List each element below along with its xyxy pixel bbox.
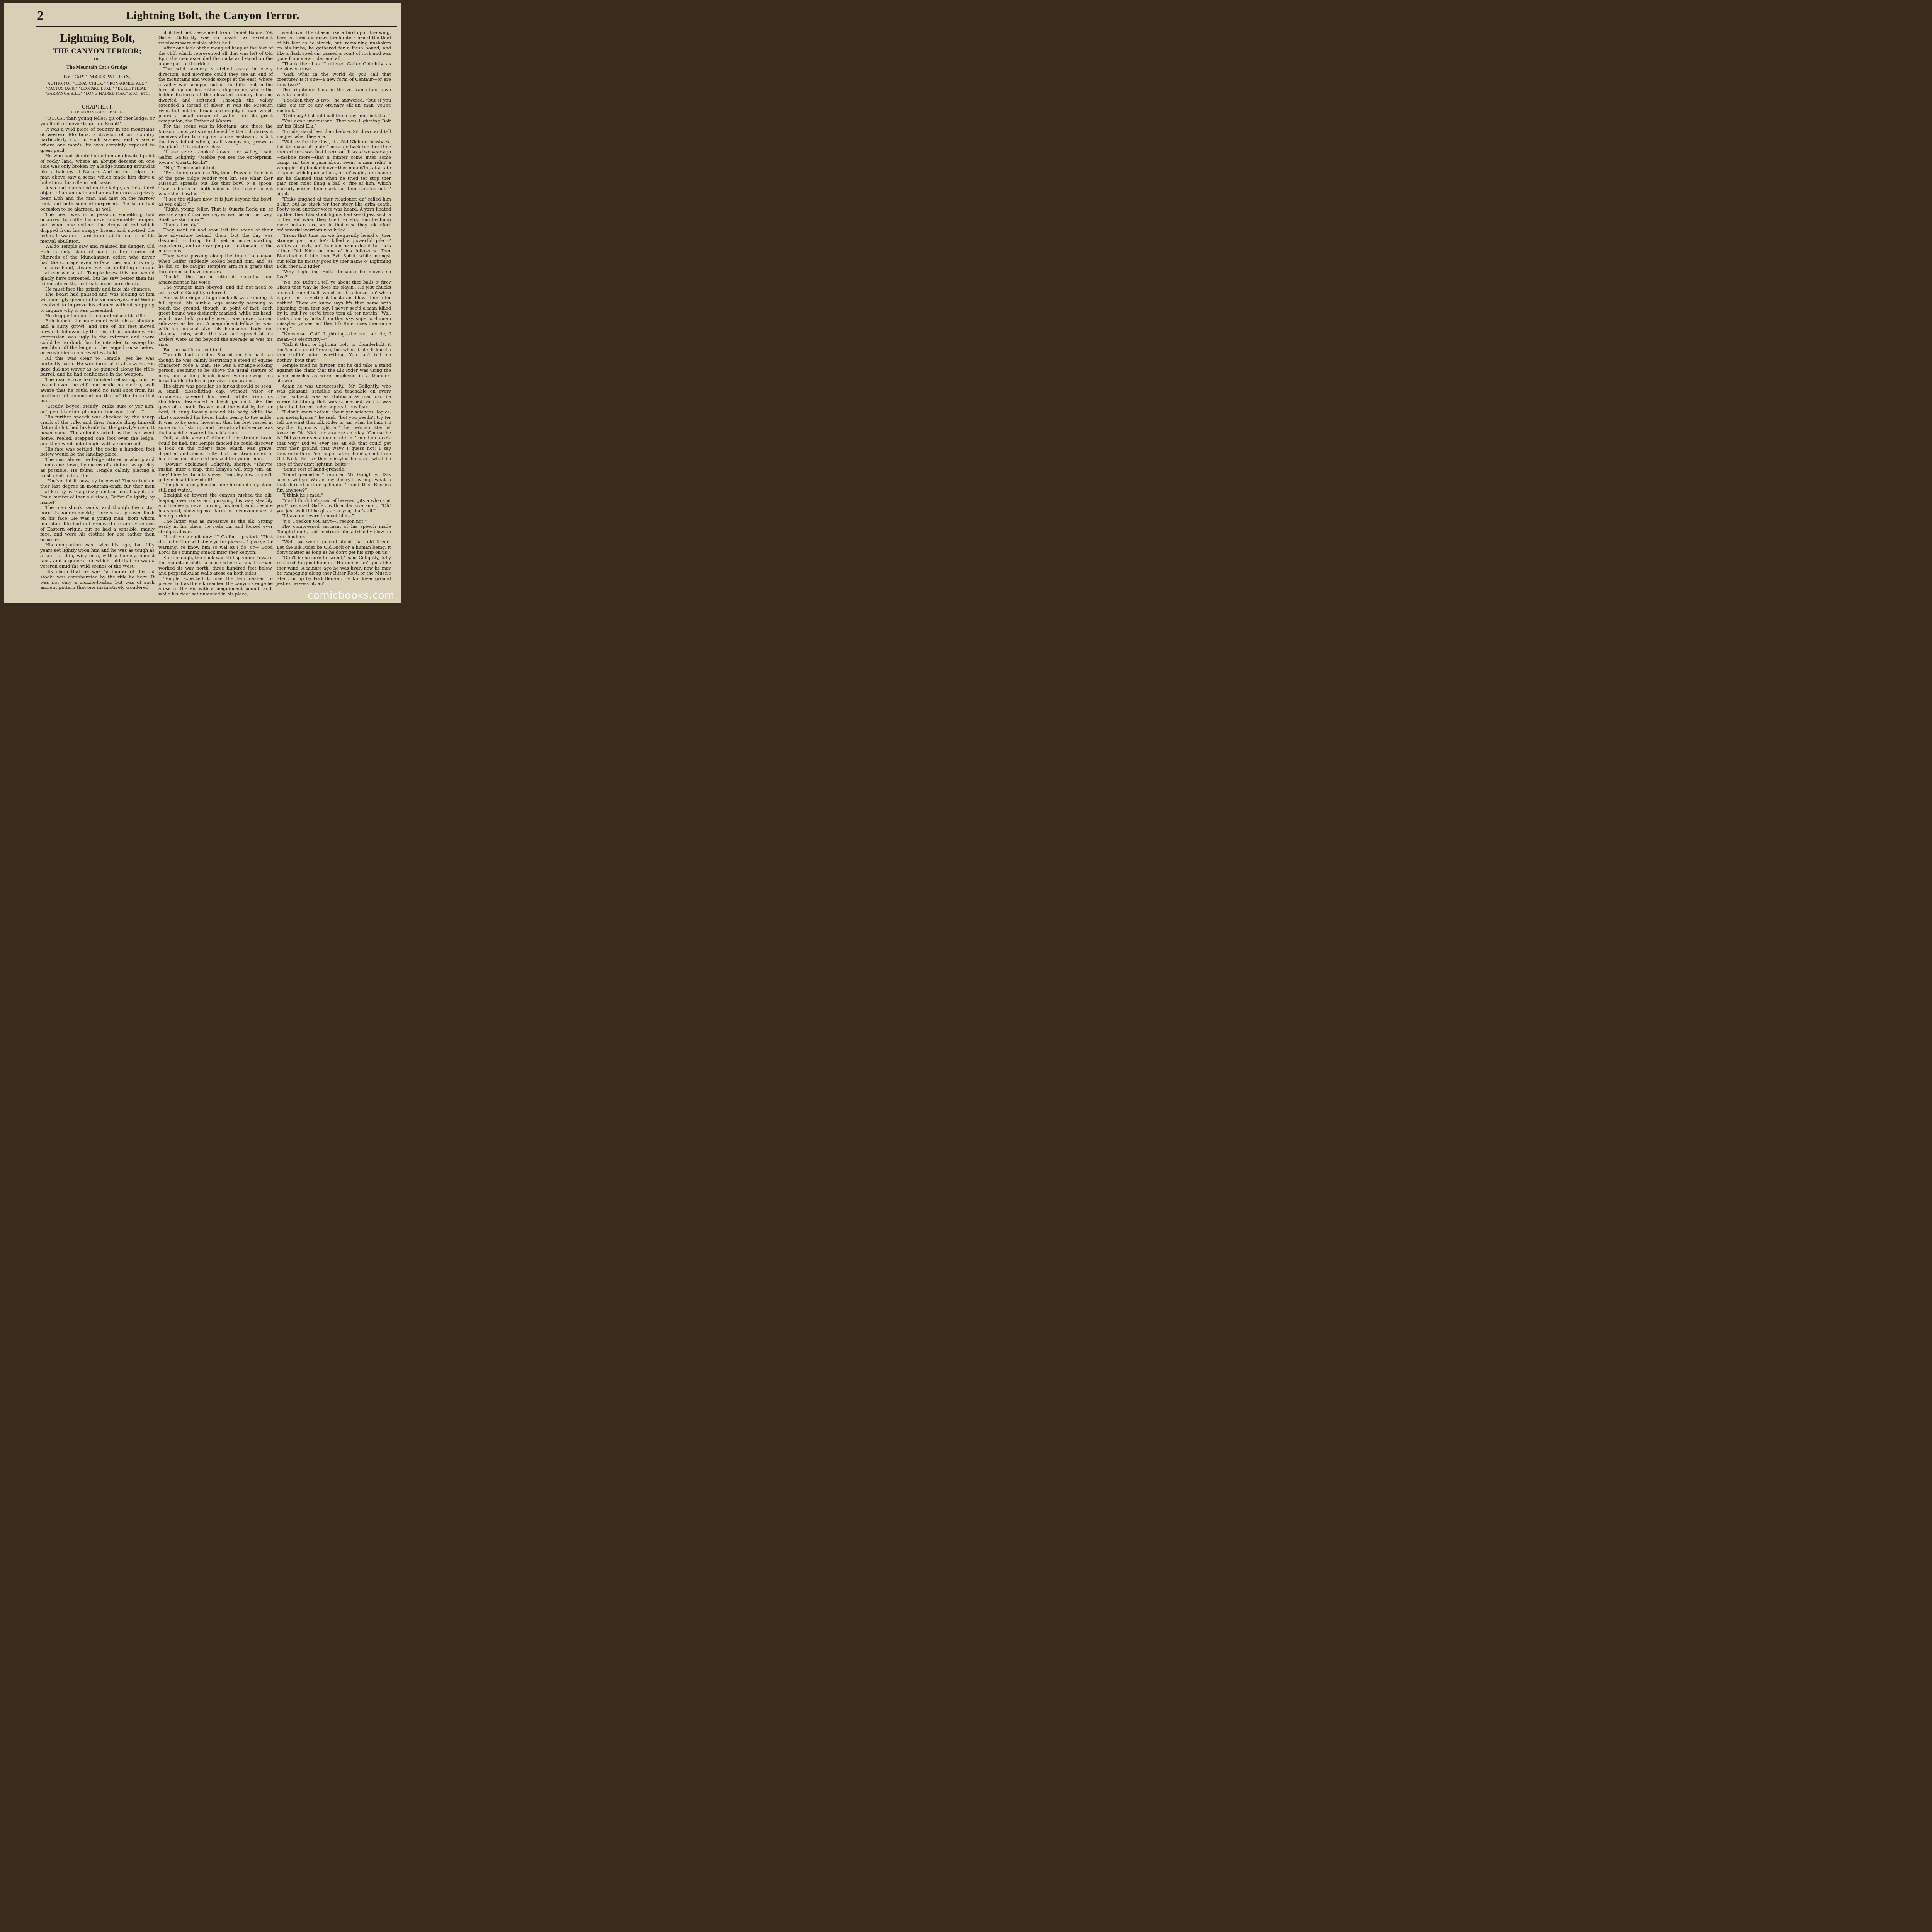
paragraph: “Well, we won't quarrel about that, old friend. Let the Elk Rider be Old Nick or a human being, it don't matter as long as he don't get his grip on us.” <box>277 539 391 555</box>
paragraph: “You've did it now, by beeswax! You've tooken ther last degree in mountain-craft, fur ther man that kin lay over a grizzly ain't no fool. I say it, an' I'm a hunter o' ther old stock, Gaffer Golightly, by name!” <box>40 478 155 505</box>
chapter-heading: CHAPTER I. <box>82 104 113 110</box>
paragraph: “Thank ther Lord!” uttered Gaffer Golightly, as he slowly arose. <box>277 61 391 72</box>
paragraph: “Wal, ez fur ther last, it's Old Nick on hossback, but ter make all plain I must go back ter ther time ther critters was fust heerd on. It was two year ago—mebbe more—that a hunter come inter some camp, an' tole a yarn about seein' a man ridin' a whoppin' big buck elk over ther mount'in', at a rate o' speed which puts a hoss, or an' eagle, ter shame; an' he claimed that when he tried ter stop ther pair, ther rider flung a ball o' fire at him, which narrerly missed ther mark, an' then scooted out o' sight. <box>277 139 391 197</box>
paragraph: “Nonsense, Gaff. Lightning—the real article, I mean—is electricity—” <box>277 332 391 342</box>
paragraph: “Ordinary? I should call them anything but that.” <box>282 113 391 119</box>
paragraph: “No,” Temple admitted. <box>163 165 216 170</box>
paragraph: The younger man obeyed, and did not need to ask to what Golightly referred. <box>158 285 273 295</box>
paragraph: “You don't understand. That was Lightning Bolt an' his Giant Elk.” <box>277 118 391 129</box>
paragraph: “No, I reckon you ain't—I reckon not!” <box>282 519 367 524</box>
paragraph: The frightened look on the veteran's face gave way to a smile. <box>277 87 391 98</box>
paragraph: “I tell ye ter git down!” Gaffer repeated. “That durned critter will stove ye ter pieces—I give ye far warning. Ye know him so wal ez I do, or— Good Lord! he's running smack inter ther kenyon.” <box>158 534 273 555</box>
paragraph: The men shook hands, and though the victor bore his honors meekly, there was a pleased flush on his face. He was a young man, from whom mountain life had not removed certain evidences of Eastern origin, but he had a sensible, manly face, and wore his clothes for use rather than ornament. <box>40 505 155 543</box>
paragraph: “From that time on we frequently heerd o' ther strange pair, an' he's killed a powerful pile o' whites an' reds, an' thar kin be no doubt but he's either Old Nick or one o' his followers. Ther Blackfeet call him ther Evil Spirit, while 'mongst our folks he mostly goes by ther name o' Lightning Bolt, ther Elk Rider.” <box>277 233 391 269</box>
paragraph: went over the chasm like a bird upon the wing. Even at their distance, the hunters heard the thud of his feet as he struck; but, remaining unshaken on his limbs, he gathered for a fresh bound, and like a flash sped on; passed a point of rock and was gone from view, rider and all. <box>277 30 391 61</box>
paragraph: Again he was unsuccessful. Mr. Golightly, who was pleasant, sensible and teachable on every other subject, was as stubborn as man can be where Lightning Bolt was concerned, and it was plain he labored under superstitious fear. <box>277 383 391 410</box>
paragraph: It was a wild piece of country in the mountains of western Montana, a division of our country particularly rich in such scenes; and a scene where one man's life was certainly exposed to great peril. <box>40 126 155 153</box>
paragraph: He dropped on one knee and raised his rifle. <box>45 313 147 318</box>
paragraph: “I don't know nothin' about yer sciences, logics, nor metaphysics,” he said, “but you needn't try ter tell me what ther Elk Rider is, an' what he hain't. I say ther Injuns is right, an' that he's a critter let loose by Old Nick ter scourge an' slay. 'Course he is! Did ye ever see a man canterin' 'round on an elk that way? Did ye ever see an elk that could get over ther ground that way? I guess not! I say they're both on 'em supernat'ral bein's, sent from Old Nick. Ez fur ther missyles he uses, what be they ef they ain't lightnin' bolts?” <box>277 410 391 467</box>
paragraph: Eph beheld the movement with dissatisfaction and a surly growl, and one of his feet moved forward, followed by the rest of his anatomy. His expression was ugly in the extreme and there could be no doubt but he intended to sweep his neighbor off the ledge to the ragged rocks below, or crush him in his resistless hold. <box>40 318 155 356</box>
paragraph: “Hand grenadier!” retorted Mr. Golightly. ‘Talk sense, will ye! Wal, ef my theory is wrong, what is that durned critter gallopin' 'round ther Rockies fur, anyhow?” <box>277 472 391 493</box>
column-1 <box>40 30 155 590</box>
paragraph: “Some sort of hand-grenade.” <box>282 467 348 472</box>
story-or: OR, <box>94 58 101 61</box>
paragraph: “I am all ready.” <box>163 222 199 228</box>
paragraph: Only a side view of either of the strange twain could be had, but Temple fancied he could discover a look on the rider's face which was grave, dignified and almost lofty; but the strangeness of his dress and his steed amazed the young man. <box>158 435 273 462</box>
running-title: Lightning Bolt, the Canyon Terror. <box>126 9 299 22</box>
paragraph: Straight on toward the canyon rushed the elk, leaping over rocks and pursuing his way steadily and tirelessly, never turning his head; and, despite his speed, showing no alarm or inconvenience at having a rider. <box>158 493 273 519</box>
header-rule <box>36 26 397 27</box>
story-subtitle: THE CANYON TERROR; <box>53 47 142 55</box>
paragraph: “Call it that, or lightnin' bolt, or thunderbolt, it don't make no diff'rence; but when it hits it knocks ther stuffin' outer ev'rything. You can't tell me nothin' 'bout that!” <box>277 342 391 363</box>
column-2 <box>158 30 273 597</box>
chapter-title: THE MOUNTAIN DEMON. <box>70 110 124 115</box>
paragraph: His companion was twice his age, but fifty years set lightly upon him and he was as tough as a knot; a thin, wiry man, with a homely, honest face, and a general air which told that he was a veteran amid the wild scenes of the West. <box>40 542 155 569</box>
paragraph: “Right, young feller. That is Quartz Rock, an' ef we are a-goin' thar we may ez well be on ther way. Shall we start now?” <box>158 207 273 223</box>
paragraph: He who had shouted stood on an elevated point of rocky land, where an abrupt descent on one side was only broken by a ledge running around it like a balcony of Nature. And on the ledge the man above saw a scene which made him drive a bullet into his rifle in hot haste. <box>40 153 155 185</box>
paragraph: “Why Lightning Bolt?—because he moves so fast?” <box>277 269 391 280</box>
paragraph: His fate was settled; the rocks a hundred feet below would be the landing-place. <box>40 446 155 457</box>
paragraph: “You'll think he's mad ef he ever gits a whack at you!” retorted Gaffer, with a derisive snort. “Oh! you jest wait till he gits arter you; that's all!” <box>277 498 391 514</box>
paragraph: He must face the grizzly and take his chances. <box>45 286 151 292</box>
paragraph: They were passing along the top of a canyon when Gaffer suddenly looked behind him, and, as he did so, he caught Temple's arm in a grasp that threatened to leave its mark. <box>158 253 273 274</box>
author-credits: AUTHOR OF “TEXAS CHICK,” “IRON-ARMED ABE,” “CACTUS JACK,” “LEOPARD LUKE,” “BULLET HEAD,” “BARRANCA BILL,” “LONG-HAIRED MAX,” ETC., ETC. <box>45 81 150 96</box>
paragraph: “Steady, boyee, steady! Make sure o' yer aim, an' give it ter him plump in ther eye. Don't—” <box>40 403 155 415</box>
paragraph: Waldo Temple saw and realized his danger. Old Eph is only slain off-hand in the stories of Nimrods of the Munchausen order, who never had the courage even to face one, and it is only the sure hand, steady eye and unfailing courage that can win at all. Temple knew this and would gladly have retreated, but he saw better than his friend above that retreat meant sure death. <box>40 243 155 286</box>
paragraph: “I think he's mad.” <box>282 493 323 498</box>
paragraph: Temple tried no further, but he did take a stand against the claim that the Elk Rider was using the same missiles as were employed in a thunder-shower. <box>277 363 391 384</box>
watermark: comicbooks.com <box>308 590 395 601</box>
paragraph: “I have no desire to meet him—” <box>282 514 354 519</box>
paragraph: The elk had a rider. Seated on his back as though he was calmly bestriding a steed of equine character, rode a man. He was a strange-looking person, seeming to be above the usual stature of men, and a long black beard which swept his breast added to his impressive appearance. <box>158 352 273 384</box>
paragraph: Across the ridge a huge buck elk was running at full speed, his nimble legs scarcely seeming to touch the ground, though, in point of fact, each great bound was distinctly marked; while his head, which was held proudly erect, was never turned sideways as he ran. A magnificent fellow he was, with his unusual size, his handsome body and shapely limbs, while the size and spread of his antlers were as far beyond the average as was his size. <box>158 295 273 347</box>
paragraph: Temple scarcely heeded him; he could only stand still and watch. <box>158 482 273 493</box>
byline: BY CAPT. MARK WILTON, <box>63 73 131 80</box>
paragraph: “Down!” exclaimed Golightly, sharply. “They're rushin' inter a trap; ther kenyon will stop 'em, an' they'll hev ter turn this way. Then, lay low, or you'll get yer head blowed off!” <box>158 461 273 482</box>
column-3 <box>277 30 391 586</box>
paragraph: After one look at the mangled heap at the foot of the cliff, which represented all that was left of Old Eph, the men ascended the rocks and stood on the upper part of the ridge. <box>158 46 273 66</box>
paragraph: His attire was peculiar, so far as it could be seen. A small, close-fitting cap, without visor or ornament, covered his head, while from his shoulders descended a black garment like the gown of a monk. Drawn in at the waist by belt or cord, it hung loosely around his body, while the skirt concealed his lower limbs nearly to the ankle. It was to be seen, however, that his feet rested in some sort of stirrup, and the natural inference was that a saddle covered the elk's back. <box>158 383 273 435</box>
paragraph: A second man stood on the ledge, as did a third object of an animate and animal nature—a grizzly bear. Eph and the man had met on the narrow rock and both seemed surprised. The latter had occasion to be alarmed, as well. <box>40 185 155 212</box>
paragraph: “I see ye're a-lookin' down ther valley,” said Gaffer Golightly. “Mebbe you see the enterprisin' town o' Quartz Rock?” <box>158 150 273 165</box>
paragraph: For the scene was in Montana, and there the Missouri, not yet strengthened by the tributaries it receives after turning its course eastward, is but the lusty infant which, as it sweeps on, grows to the giant of its maturer days. <box>158 124 273 150</box>
paragraph: But the half is not yet told. <box>163 347 223 352</box>
paragraph: “Eye ther stream clos'tly, then. Down at ther foot of the pine ridge yender you kin see whar ther Missouri spreads out like ther bowl o' a spoon. Thar is bluffs on both sides o' ther river except whar ther bowl is—” <box>158 170 273 197</box>
paragraph: “I see the village now; it is just beyond the bowl, as you call it.” <box>158 196 273 207</box>
paragraph: “Look!” the hunter uttered, surprise and amazement in his voice. <box>158 274 273 285</box>
paragraph: “Folks laughed at ther relationer, an' called him a liar; but he stuck ter ther story like grim death. Pooty soon another voice was heard. A yarn floated up that ther Blackfoot Injuns had see'd jest sech a critter, an' when they tried ter stop him he flung more bolts o' fire, an' in that case they tuk effect an' severial warriors was killed. <box>277 196 391 233</box>
paragraph: The bear was in a passion; something had occurred to ruffle his never-too-amiable temper, and when one noticed the drops of red which dripped from his shaggy breast and spotted the ledge, it was not hard to get at the nature of his mental ebullition. <box>40 211 155 244</box>
paragraph: His claim that he was “a hunter of the old stock” was corroborated by the rifle he bore. It was not only a muzzle-loader, but was of such ancient pattern that one instinctively wondered <box>40 568 155 590</box>
story-subtitle-2: The Mountain Cat's Grudge. <box>66 64 129 70</box>
story-title: Lightning Bolt, <box>60 32 135 44</box>
paragraph: Temple expected to see the two dashed to pieces, but as the elk reached the canyon's edge he arose in the air with a magnificent bound, and, while his rider sat unmoved in his place, <box>158 576 273 597</box>
newspaper-page <box>4 3 401 603</box>
paragraph: The beast had paused and was looking at him with an ugly gleam in his vicious eyes, and Waldo resolved to improve his chance without stopping to inquire why it was presented. <box>40 291 155 313</box>
paragraph: The man above had finished reloading, but he leaned over the cliff and made no motion, well aware that he could send no fatal shot from his position; all depended on that of the imperiled man. <box>40 377 155 404</box>
paragraph: All this was clear to Temple, yet he was perfectly calm. He wondered at it afterward. His gaze did not waver as he glanced along the rifle-barrel, and he had confidence in the weapon. <box>40 355 155 377</box>
paragraph: “QUICK, thar, young feller; git off ther ledge, or you'll git off never to git up. Scoot!” <box>40 116 155 126</box>
paragraph: The latter was as impassive as the elk. Sitting easily in his place, he rode on, and looked ever straight ahead. <box>158 519 273 534</box>
paragraph: Sure enough, the buck was still speeding toward the mountain cleft—a place where a small stream worked its way north, three hundred feet below, and perpendicular walls arose on both sides. <box>158 555 273 576</box>
paragraph: if it had not descended from Daniel Boone. Yet Gaffer Golightly was no fossil; two excellent revolvers were visible at his belt. <box>158 30 273 46</box>
page-number: 2 <box>37 9 44 23</box>
paragraph: “Don't be so sure he won't,” said Golightly, fully restored to good-humor. “He comes an' goes like ther wind. A minute ago he was hyar; now he may be rampaging along ther Bitter Root, or the Muscle Shell, or up by Fort Benton. He kin kiver ground jest ez he sees fit, an' <box>277 555 391 587</box>
paragraph: “No, no! Didn't I tell ye about ther balls o' fire? That's ther way he does his slayin'. He jest chucks a small, round ball, which is all ableeze, an' when it gets ter its victim it bu'sts an' blows him inter nothin'. Them ez know says it's ther same with lightning from ther sky. I never see'd a man killed by it, but I've see'd trees torn all ter nothin'. Wal, that's done by bolts from ther sky, superior-human missyles, ye see, an' ther Elk Rider uses ther same thing.” <box>277 279 391 332</box>
paragraph: The compressed sarcasm of his speech made Temple laugh, and he struck him a friendly blow on the shoulder. <box>277 524 391 539</box>
running-head <box>37 9 396 26</box>
paragraph: The wild scenery stretched away in every direction, and nowhere could they see an end of the mountains and woods except at the east, where a valley was scooped out of the hills—not in the form of a plain, but rather a depression, where the bolder features of the elevated country became dwarfed and softened. Through the valley extended a thread of silver. It was the Missouri river, but not the broad and mighty stream which pours a small ocean of water into its great companion, the Father of Waters. <box>158 66 273 124</box>
paragraph: “I reckon they is two,” he answered; “but ef you take 'em ter be any ord'nary elk an' man, you're mistook.” <box>277 97 391 113</box>
paragraph: They went on and soon left the scene of their late adventure behind them, but the day was destined to bring forth yet a more startling experience, and one ranging on the domain of the marvelous. <box>158 228 273 254</box>
paragraph: His further speech was checked by the sharp crack of the rifle, and then Temple flung himself flat and clutched his knife for the grizzly's rush. It never came. The animal started, as the lead went home, reeled, stepped one foot over the ledge, and then went out of sight with a somersault. <box>40 414 155 446</box>
paragraph: “I understand less than before. Sit down and tell me just what they are.” <box>277 129 391 139</box>
paragraph: “Gaff, what in the world do you call that creature? Is it one—a new form of Centaur—or are they two?” <box>277 71 391 87</box>
paragraph: The man above the ledge uttered a whoop and then came down, by means of a detour, as quickly as possible. He found Temple calmly placing a fresh shell in his rifle. <box>40 457 155 478</box>
